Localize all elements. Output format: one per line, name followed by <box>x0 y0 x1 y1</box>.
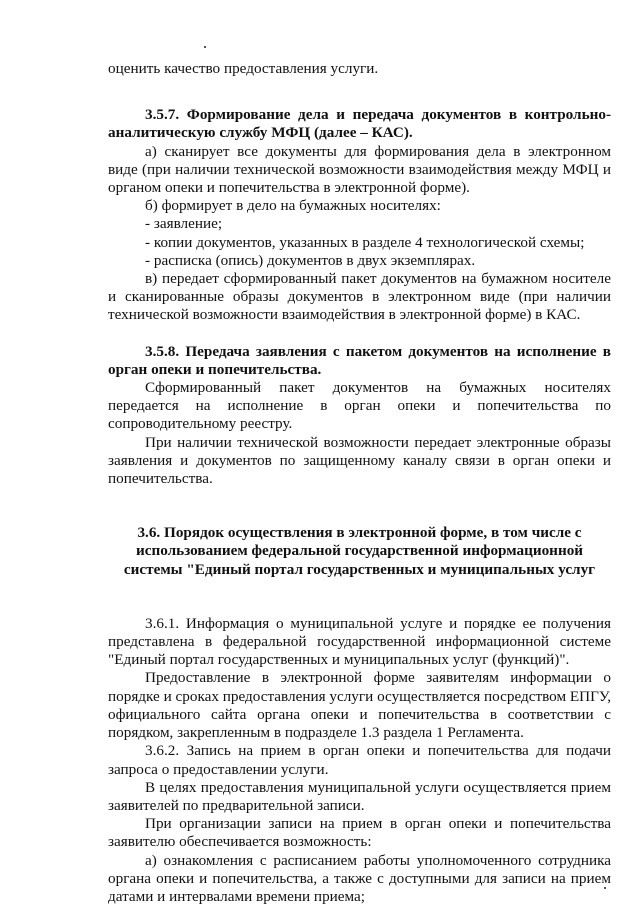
paragraph: 3.6.1. Информация о муниципальной услуге и порядке ее получения представлена в федеральной государственной информационной системе "Единый портал государственных и муниципальных услуг (функций)". <box>108 614 611 669</box>
page-text <box>108 60 611 906</box>
paragraph: 3.6.2. Запись на прием в орган опеки и попечительства для подачи запроса о предоставлении услуги. <box>108 742 611 778</box>
section-heading-3-5-8: 3.5.8. Передача заявления с пакетом документов на исполнение в орган опеки и попечительства. <box>108 342 611 378</box>
paragraph: При наличии технической возможности передает электронные образы заявления и документов по защищенному каналу связи в орган опеки и попечительства. <box>108 433 611 488</box>
paragraph: Сформированный пакет документов на бумажных носителях передается на исполнение в орган опеки и попечительства по сопроводительному реестру. <box>108 379 611 433</box>
scan-speck <box>204 46 206 48</box>
section-heading-3-5-7: 3.5.7. Формирование дела и передача документов в контрольно-аналитическую службу МФЦ (далее – КАС). <box>108 106 611 142</box>
paragraph: б) формирует в дело на бумажных носителях: <box>145 197 441 215</box>
paragraph: Предоставление в электронной форме заявителям информации о порядке и сроках предоставления услуги осуществляется посредством ЕПГУ, официального сайта органа опеки и попечительства в соответствии с порядком, закрепленным в подразделе 1.3 раздела 1 Регламента. <box>108 669 611 742</box>
section-heading-3-6: 3.6. Порядок осуществления в электронной форме, в том числе с использованием федеральной государственной информационной системы "Единый портал государственных и муниципальных услуг <box>123 524 596 578</box>
paragraph: в) передает сформированный пакет документов на бумажном носителе и сканированные образы документов в электронном виде (при наличии технической возможности взаимодействия в электронной форме) в КАС. <box>108 270 611 324</box>
list-item: - заявление; <box>145 215 223 233</box>
paragraph: а) ознакомления с расписанием работы уполномоченного сотрудника органа опеки и попечительства, а также с доступными для записи на прием датами и интервалами времени приема; <box>108 851 611 905</box>
paragraph: В целях предоставления муниципальной услуги осуществляется прием заявителей по предварительной записи. <box>108 778 611 814</box>
paragraph: а) сканирует все документы для формирования дела в электронном виде (при наличии технической возможности взаимодействия между МФЦ и органом опеки и попечительства в электронной форме). <box>108 142 611 197</box>
list-item: - расписка (опись) документов в двух экземплярах. <box>145 251 476 269</box>
list-item: - копии документов, указанных в разделе 4 технологической схемы; <box>145 233 585 251</box>
paragraph: При организации записи на прием в орган опеки и попечительства заявителю обеспечивается возможность: <box>108 815 611 851</box>
paragraph: оценить качество предоставления услуги. <box>108 60 379 77</box>
